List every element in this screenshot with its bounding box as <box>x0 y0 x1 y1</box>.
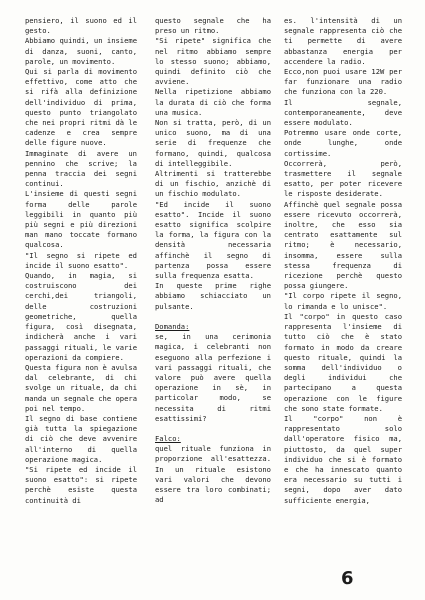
paragraph: Potremmo usare onde corte, onde lunghe, onde cortissime. <box>284 128 402 158</box>
answer-text: quel rituale funziona in proporzione all'esattezza. In un rituale esistono vari valori che devono essere tra loro combinati; ad <box>155 444 271 505</box>
quote: "Il segno si ripete ed incide il suono esatto". <box>25 250 137 270</box>
paragraph: Qui si parla di movimento effettivo, come atto che si rifà alla definizione dell'individuo di prima, questo punto triangolato che nei propri ritmi dà le cadenze e crea sempre delle figure nuove. <box>25 67 137 148</box>
paragraph: Immaginate di avere un pennino che scrive; la penna traccia dei segni continui. <box>25 148 137 189</box>
paragraph: "Si ripete" significa che nel ritmo abbiamo sempre lo stesso suono; abbiamo, quindi definito ciò che avviene. <box>155 36 271 87</box>
paragraph: Nella ripetizione abbiamo la durata di ciò che forma una musica. <box>155 87 271 117</box>
paragraph: L'insieme di questi segni forma delle parole leggibili in quanto più più segni e più direzioni man mano toccate formano qualcosa. <box>25 189 137 250</box>
paragraph: Ecco,non puoi usare 12W per far funzionare una radio che funziona con la 220. <box>284 67 402 97</box>
paragraph: es. l'intensità di un segnale rappresenta ciò che ti permette di avere abbastanza energia per accendere la radio. <box>284 16 402 66</box>
question-text: se, in una cerimonia magica, i celebranti non eseguono alla perfezione i vari passaggi rituali, che valore può avere quella operazione in sè, in particolar modo, se necessita di ritmi esattissimi? <box>155 332 271 423</box>
paragraph: "Si ripete ed incide il suono esatto": si ripete perchè esiste questa continuità di <box>25 464 137 505</box>
text-column-3 <box>284 16 402 506</box>
paragraph: Occorrerà, però, trasmettere il segnale esatto, per poter ricevere le risposte desiderate. <box>284 158 402 199</box>
paragraph: Il segnale, contemporaneamente, deve essere modulato. <box>284 97 402 128</box>
text-column-2 <box>155 16 271 505</box>
paragraph: Affinchè quel segnale possa essere ricevuto occorrerà, inoltre, che esso sia centrato esattamente sul ritmo; è necessario, insomma, essere sulla stessa frequenza di ricezione perchè questo possa giungere. <box>284 199 402 291</box>
paragraph: Abbiamo quindi, un insieme di danza, suoni, canto, parole, un movimento. <box>25 36 137 66</box>
question-label: Domanda: <box>155 321 190 331</box>
paragraph: questo segnale che ha preso un ritmo. <box>155 16 271 36</box>
paragraph: "Ed incide il suono esatto". Incide il suono esatto significa scolpire la forma, la figura con la densità necessaria affinchè il segno di partenza possa essere sulla frequenza esatta. <box>155 199 271 281</box>
answer-label: Falco: <box>155 433 181 443</box>
paragraph: In queste prime righe abbiamo schiacciato un pulsante. <box>155 281 271 311</box>
paragraph: pensiero, il suono ed il gesto. <box>25 16 137 36</box>
quote: "Il corpo ripete il segno, lo rimanda e lo unisce". <box>284 291 402 311</box>
paragraph: Il "corpo" non è rappresentato solo dall'operatore fisico ma, piuttosto, da quel super individuo che si è formato e che ha innescato quanto era necessario su tutti i segni, dopo aver dato sufficiente energia, <box>284 413 402 505</box>
text-column-1 <box>25 16 137 506</box>
page-number: 6 <box>341 568 354 589</box>
paragraph: Non si tratta, però, di un unico suono, ma di una serie di frequenze che formano, quindi, qualcosa di intelleggibile. <box>155 118 271 168</box>
paragraph: Questa figura non è avulsa dal celebrante, di chi svolge un rituale, da chi manda un segnale che opera poi nel tempo. <box>25 362 137 413</box>
paragraph: Altrimenti si tratterebbe di un fischio, anzichè di un fischio modulato. <box>155 169 271 199</box>
paragraph: Il segno di base contiene già tutta la spiegazione di ciò che deve avvenire all'interno di quella operazione magica. <box>25 413 137 464</box>
paragraph: Quando, in magia, si costruiscono dei cerchi,dei triangoli, delle costruzioni geometriche, quella figura, così disegnata, indicherà anche i vari passaggi rituali, le varie operazioni da compiere. <box>25 271 137 362</box>
paragraph: Il "corpo" in questo caso rappresenta l'insieme di tutto ciò che è stato formato in modo da creare questo rituale, quindi la somma dell'individuo o degli individui che partecipano a questa operazione con le figure che sono state formate. <box>284 311 402 413</box>
